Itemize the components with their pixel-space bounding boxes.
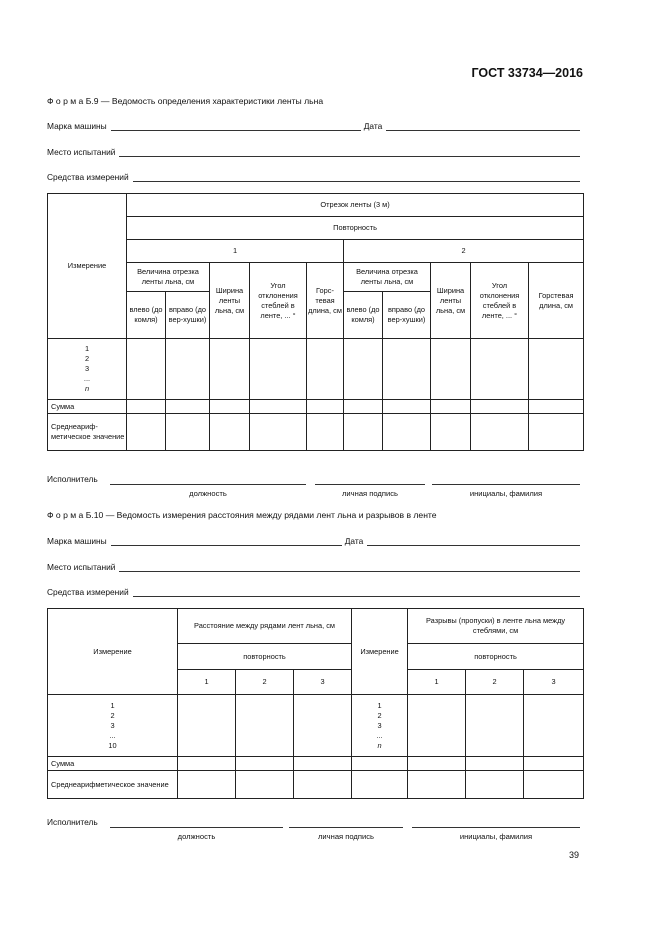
cell[interactable] [250,400,307,414]
cell[interactable] [466,757,524,771]
cell[interactable] [307,414,344,451]
row-sum: Сумма [48,400,127,414]
machine-label: Марка машины [47,121,107,131]
caption-signature: личная подпись [318,832,374,841]
th-col-1: 1 [408,670,466,695]
cell[interactable] [178,757,236,771]
th-right-1: вправо (до вер-хушки) [166,292,210,339]
row-3: 3 [377,720,382,730]
position-field[interactable] [110,484,306,485]
row-n: n [377,740,382,750]
row-2: 2 [110,710,115,720]
means-label: Средства измерений [47,172,129,182]
cell[interactable] [431,339,471,400]
form-b9-machine-line [47,120,580,131]
cell[interactable] [344,400,383,414]
th-col-3: 3 [524,670,584,695]
cell[interactable] [210,414,250,451]
cell[interactable] [127,339,166,400]
place-field[interactable] [119,561,580,572]
cell[interactable] [127,414,166,451]
row-2: 2 [84,354,90,363]
cell[interactable] [294,757,352,771]
date-field[interactable] [367,535,580,546]
cell[interactable] [178,695,236,757]
machine-label: Марка машины [47,536,107,546]
th-col-2: 2 [236,670,294,695]
row-n: n [84,384,90,393]
cell[interactable] [236,771,294,799]
cell[interactable] [408,695,466,757]
means-field[interactable] [133,586,580,597]
th-repeat: Повторность [127,217,584,240]
row-10: 10 [108,740,117,750]
cell[interactable] [166,400,210,414]
row-labels [48,339,127,400]
initials-field[interactable] [432,484,580,485]
cell[interactable] [471,339,529,400]
row-mean: Среднеариф-метическое значение [48,414,127,451]
date-field[interactable] [386,120,580,131]
th-repeat-right: повторность [408,644,584,670]
form-b10-performer [47,817,580,845]
cell[interactable] [431,400,471,414]
th-rep-1: 1 [127,240,344,263]
means-label: Средства измерений [47,587,129,597]
signature-field[interactable] [289,827,403,828]
th-rep-2: 2 [344,240,584,263]
cell[interactable] [466,695,524,757]
cell[interactable] [524,695,584,757]
th-col-1: 1 [178,670,236,695]
cell[interactable] [250,339,307,400]
cell[interactable] [236,695,294,757]
row-2: 2 [377,710,382,720]
cell[interactable] [307,339,344,400]
page-number: 39 [568,850,579,860]
th-width-1: Ширина ленты льна, см [210,263,250,339]
cell[interactable] [408,757,466,771]
th-measure-right: Измерение [352,609,408,695]
form-b10-table [47,608,584,799]
cell[interactable] [471,414,529,451]
cell[interactable] [178,771,236,799]
th-length-1: Величина отрезка ленты льна, см [127,263,210,292]
cell[interactable] [210,400,250,414]
th-repeat-left: повторность [178,644,352,670]
form-b10-means-line [47,586,580,597]
form-b10-machine-line [47,535,580,546]
form-b10-place-line [47,561,580,572]
means-field[interactable] [133,171,580,182]
row-mean: Среднеарифметическое значение [48,771,178,799]
performer-label: Исполнитель [47,474,98,484]
form-b9-table [47,193,584,451]
th-angle-1: Угол отклонения стеблей в ленте, ... ° [250,263,307,339]
cell[interactable] [408,771,466,799]
cell[interactable] [529,339,584,400]
row-1: 1 [377,700,382,710]
caption-signature: личная подпись [342,489,398,498]
cell[interactable] [524,771,584,799]
cell[interactable] [383,339,431,400]
form-b9-place-line [47,146,580,157]
row-labels-left [48,695,178,757]
th-right-2: вправо (до вер-хушки) [383,292,431,339]
cell[interactable] [352,757,408,771]
th-angle-2: Угол отклонения стеблей в ленте, ... ° [471,263,529,339]
row-ellipsis: ... [109,730,116,740]
form-b9-performer [47,474,580,502]
signature-field[interactable] [315,484,425,485]
row-3: 3 [84,364,90,373]
th-gaps: Разрывы (пропуски) в ленте льна между стеблями, см [408,609,584,644]
caption-initials: инициалы, фамилия [459,832,533,841]
cell[interactable] [236,757,294,771]
row-3: 3 [110,720,115,730]
th-gorst-2: Горстевая длина, см [529,263,584,339]
cell[interactable] [383,414,431,451]
date-label: Дата [363,121,383,131]
position-field[interactable] [110,827,283,828]
date-label: Дата [344,536,364,546]
cell[interactable] [294,771,352,799]
place-field[interactable] [119,146,580,157]
th-length-2: Величина отрезка ленты льна, см [344,263,431,292]
cell[interactable] [166,414,210,451]
caption-position: должность [177,832,216,841]
cell[interactable] [352,771,408,799]
form-b9-means-line [47,171,580,182]
caption-position: должность [189,489,227,498]
cell[interactable] [250,414,307,451]
cell[interactable] [307,400,344,414]
cell[interactable] [466,771,524,799]
th-col-3: 3 [294,670,352,695]
th-col-2: 2 [466,670,524,695]
place-label: Место испытаний [47,562,116,572]
row-labels-right [352,695,408,757]
th-measure-left: Измерение [48,609,178,695]
place-label: Место испытаний [47,147,116,157]
cell[interactable] [529,400,584,414]
th-gorst-1: Горс-тевая длина, см [307,263,344,339]
form-b9-title: Ф о р м а Б.9 — Ведомость определения характеристики ленты льна [47,96,324,106]
row-ellipsis: ... [83,374,91,383]
form-b10-title: Ф о р м а Б.10 — Ведомость измерения расстояния между рядами лент льна и разрывов в ленте [47,510,437,520]
machine-field[interactable] [111,535,342,546]
row-1: 1 [84,344,90,353]
cell[interactable] [529,414,584,451]
cell[interactable] [166,339,210,400]
cell[interactable] [127,400,166,414]
cell[interactable] [471,400,529,414]
th-distance: Расстояние между рядами лент льна, см [178,609,352,644]
th-measure: Измерение [48,194,127,339]
th-left-2: влево (до комля) [344,292,383,339]
row-sum: Сумма [48,757,178,771]
standard-number: ГОСТ 33734—2016 [471,66,583,80]
performer-label: Исполнитель [47,817,98,827]
caption-initials: инициалы, фамилия [469,489,543,498]
cell[interactable] [294,695,352,757]
machine-field[interactable] [111,120,361,131]
initials-field[interactable] [412,827,580,828]
row-ellipsis: ... [376,730,383,740]
row-1: 1 [110,700,115,710]
cell[interactable] [383,400,431,414]
th-width-2: Ширина ленты льна, см [431,263,471,339]
cell[interactable] [210,339,250,400]
cell[interactable] [344,414,383,451]
th-segment: Отрезок ленты (3 м) [127,194,584,217]
th-left-1: влево (до комля) [127,292,166,339]
cell[interactable] [344,339,383,400]
cell[interactable] [431,414,471,451]
cell[interactable] [524,757,584,771]
